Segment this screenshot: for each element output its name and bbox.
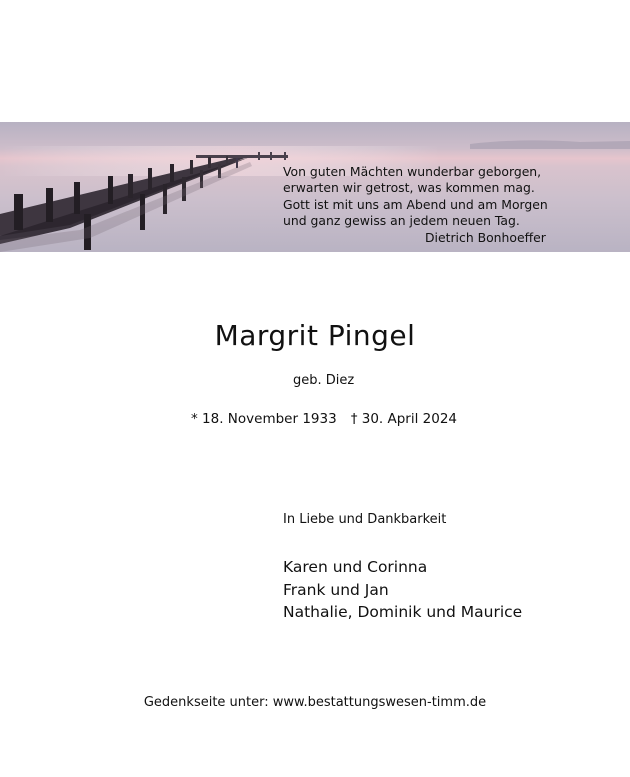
birth-date: * 18. November 1933 (191, 411, 337, 427)
mourner-names: Frank und Jan (283, 580, 389, 599)
quote-author: Dietrich Bonhoeffer (425, 229, 546, 245)
quote-line: erwarten wir getrost, was kommen mag. (283, 180, 535, 196)
quote-line: Von guten Mächten wunderbar geborgen, (283, 164, 542, 179)
deceased-name: Margrit Pingel (214, 319, 416, 352)
mourner-names: Karen und Corinna (283, 558, 428, 576)
death-date: † 30. April 2024 (350, 411, 457, 427)
mourner-names: Nathalie, Dominik und Maurice (283, 603, 523, 621)
gratitude-line: In Liebe und Dankbarkeit (283, 512, 447, 527)
bonhoeffer-quote (283, 164, 613, 246)
memorial-page-link[interactable]: Gedenkseite unter: www.bestattungswesen-timm.de (143, 695, 487, 710)
quote-line: Gott ist mit uns am Abend und am Morgen (283, 196, 548, 212)
mourners-list (283, 556, 522, 624)
quote-line: und ganz gewiss an jedem neuen Tag. (283, 213, 520, 229)
life-dates (191, 411, 457, 427)
maiden-name: geb. Diez (293, 373, 355, 388)
